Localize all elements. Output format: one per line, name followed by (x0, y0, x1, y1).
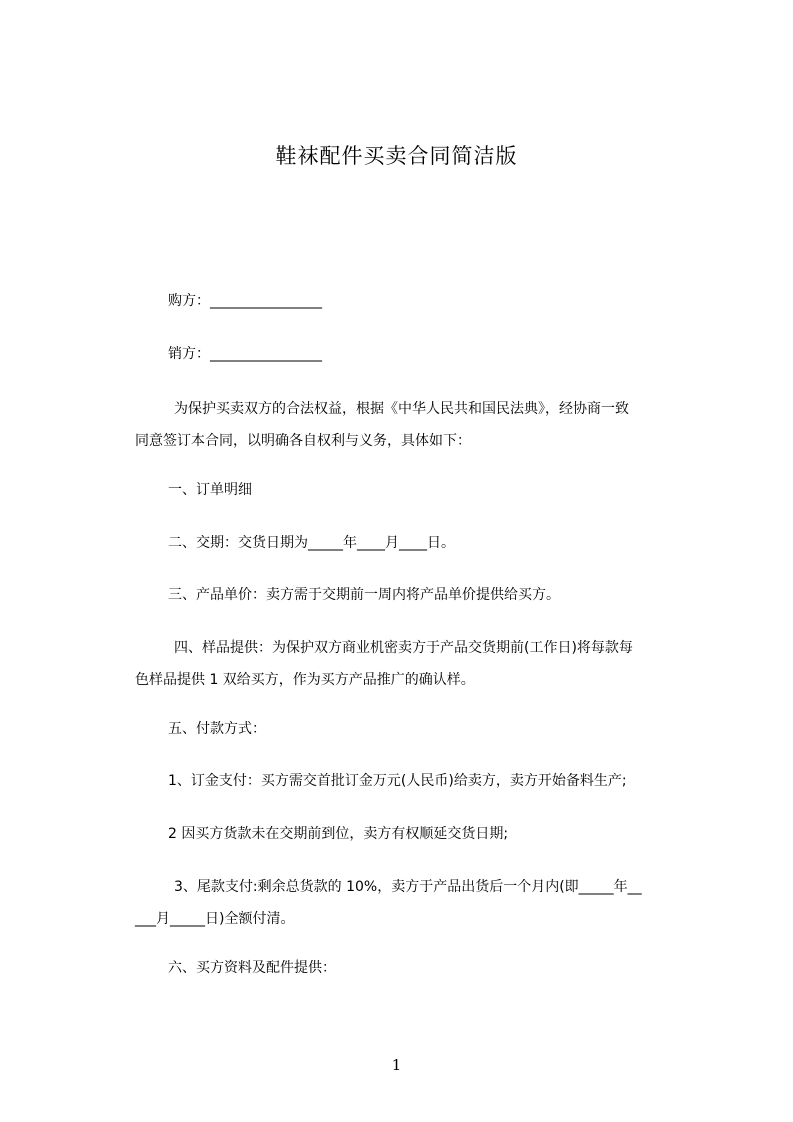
section-samples-line-2: 色样品提供 1 双给买方，作为买方产品推广的确认样。 (135, 672, 475, 688)
section-payment-method: 五、付款方式： (168, 721, 266, 737)
buyer-line: 购方：________________ (168, 293, 322, 309)
preamble-paragraph (135, 393, 708, 457)
preamble-line-2: 同意签订本合同，以明确各自权利与义务，具体如下： (135, 433, 471, 449)
payment-balance-line-2: ___月_____日)全额付清。 (135, 911, 295, 927)
payment-balance-line-1: 3、尾款支付:剩余总货款的 10%，卖方于产品出货后一个月内(即_____年__ (174, 879, 642, 895)
payment-balance-paragraph (135, 871, 708, 935)
preamble-line-1: 为保护买卖双方的合法权益，根据《中华人民共和国民法典》，经协商一致 (174, 401, 629, 417)
section-samples-line-1: 四、样品提供：为保护双方商业机密卖方于产品交货期前(工作日)将每款每 (174, 640, 633, 656)
payment-deposit: 1、订金支付：买方需交首批订金万元(人民币)给卖方，卖方开始备料生产; (168, 773, 627, 789)
page-number: 1 (391, 1056, 402, 1074)
section-samples-paragraph (135, 632, 708, 696)
section-delivery-date: 二、交期：交货日期为_____年____月____日。 (168, 535, 455, 551)
section-unit-price: 三、产品单价：卖方需于交期前一周内将产品单价提供给买方。 (168, 587, 560, 603)
document-title: 鞋袜配件买卖合同简洁版 (275, 144, 518, 168)
section-order-details: 一、订单明细 (168, 482, 252, 498)
section-buyer-materials: 六、买方资料及配件提供： (168, 960, 336, 976)
payment-delay-clause: 2 因买方货款未在交期前到位，卖方有权顺延交货日期; (168, 826, 509, 842)
seller-line: 销方：________________ (168, 346, 322, 362)
